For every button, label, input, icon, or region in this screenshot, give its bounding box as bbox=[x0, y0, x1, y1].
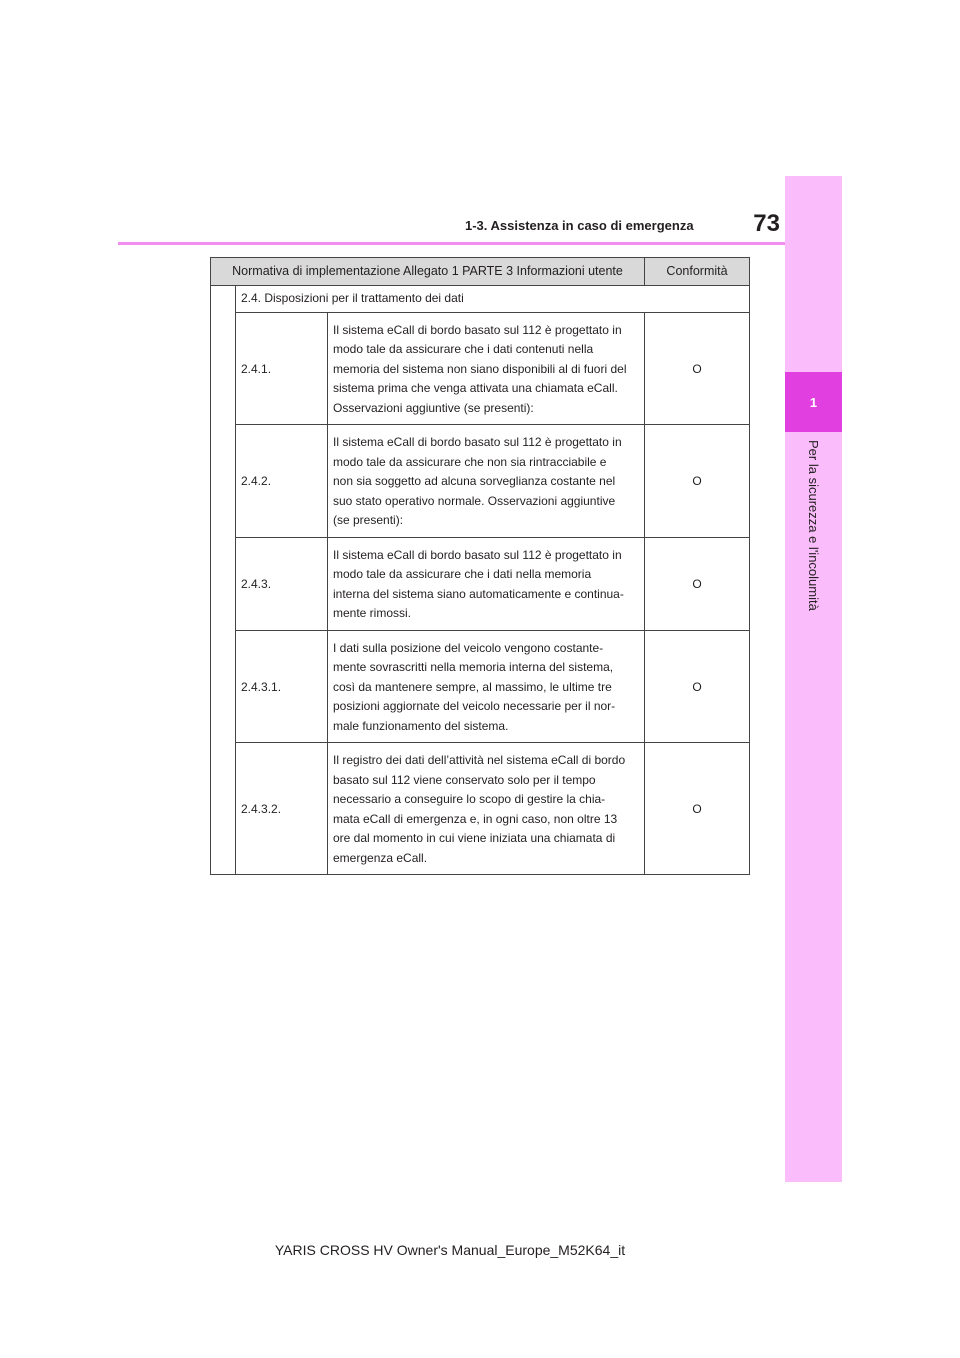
description-line: Il sistema eCall di bordo basato sul 112 è progettato in bbox=[333, 322, 622, 337]
description-line: memoria del sistema non siano disponibili al di fuori del bbox=[333, 361, 627, 376]
chapter-number: 1 bbox=[785, 372, 842, 432]
table-subheading-row bbox=[211, 286, 750, 313]
description-line: Il registro dei dati dell’attività nel sistema eCall di bordo bbox=[333, 753, 626, 767]
description-line: interna del sistema siano automaticamente e continua- bbox=[333, 586, 624, 601]
row-number-cell: 2.4.3. bbox=[236, 537, 328, 630]
row-conformity-cell: O bbox=[645, 537, 750, 630]
table-row bbox=[211, 743, 750, 875]
subheading-cell: 2.4. Disposizioni per il trattamento dei dati bbox=[236, 286, 750, 313]
row-description-cell bbox=[328, 312, 645, 425]
side-tab-label-text: Per la sicurezza e l'incolumità bbox=[806, 440, 821, 611]
description-line: modo tale da assicurare che i dati contenuti nella bbox=[333, 342, 594, 356]
row-conformity-cell: O bbox=[645, 425, 750, 538]
description-line: modo tale da assicurare che non sia rintracciabile e bbox=[333, 454, 607, 469]
description-line: Il sistema eCall di bordo basato sul 112 è progettato in bbox=[333, 435, 622, 449]
row-conformity-cell: O bbox=[645, 630, 750, 743]
description-line: suo stato operativo normale. Osservazioni aggiuntive bbox=[333, 493, 616, 508]
description-line: mente sovrascritti nella memoria interna del sistema, bbox=[333, 660, 614, 674]
table-row bbox=[211, 425, 750, 538]
table-row bbox=[211, 630, 750, 743]
table-row bbox=[211, 312, 750, 425]
description-line: mata eCall di emergenza e, in ogni caso, non oltre 13 bbox=[333, 811, 618, 826]
table-row bbox=[211, 537, 750, 630]
description-line: così da mantenere sempre, al massimo, le ultime tre bbox=[333, 679, 612, 694]
header-rule bbox=[118, 242, 785, 245]
description-line: modo tale da assicurare che i dati nella memoria bbox=[333, 567, 592, 581]
description-line: male funzionamento del sistema. bbox=[333, 718, 509, 733]
footer-text: YARIS CROSS HV Owner's Manual_Europe_M52K64_it bbox=[274, 1242, 626, 1258]
side-tab-label bbox=[785, 440, 842, 680]
description-line: Il sistema eCall di bordo basato sul 112 è progettato in bbox=[333, 547, 622, 562]
row-description-cell bbox=[328, 743, 645, 875]
description-line: basato sul 112 viene conservato solo per il tempo bbox=[333, 772, 596, 787]
table-header-row bbox=[211, 258, 750, 286]
row-description-cell bbox=[328, 537, 645, 630]
row-number-cell: 2.4.3.1. bbox=[236, 630, 328, 743]
description-line: posizioni aggiornate del veicolo necessarie per il nor- bbox=[333, 699, 616, 713]
row-number-cell: 2.4.2. bbox=[236, 425, 328, 538]
header-conformity: Conformità bbox=[645, 258, 750, 286]
row-description-cell bbox=[328, 630, 645, 743]
row-number-cell: 2.4.1. bbox=[236, 312, 328, 425]
description-line: Osservazioni aggiuntive (se presenti): bbox=[333, 400, 534, 415]
row-conformity-cell: O bbox=[645, 743, 750, 875]
header-regulation: Normativa di implementazione Allegato 1 PARTE 3 Informazioni utente bbox=[211, 258, 645, 286]
row-conformity-cell: O bbox=[645, 312, 750, 425]
description-line: necessario a conseguire lo scopo di gestire la chia- bbox=[333, 792, 606, 806]
page-number: 73 bbox=[753, 210, 780, 237]
row-number-cell: 2.4.3.2. bbox=[236, 743, 328, 875]
section-title: 1-3. Assistenza in caso di emergenza bbox=[465, 218, 694, 233]
description-line: mente rimossi. bbox=[333, 606, 412, 620]
description-line: emergenza eCall. bbox=[333, 850, 428, 865]
description-line: (se presenti): bbox=[333, 513, 404, 527]
description-line: ore dal momento in cui viene iniziata una chiamata di bbox=[333, 831, 616, 845]
compliance-table bbox=[210, 257, 750, 875]
row-description-cell bbox=[328, 425, 645, 538]
indent-cell bbox=[211, 286, 236, 875]
description-line: non sia soggetto ad alcuna sorveglianza costante nel bbox=[333, 474, 616, 488]
description-line: I dati sulla posizione del veicolo vengono costante- bbox=[333, 640, 604, 655]
description-line: sistema prima che venga attivata una chiamata eCall. bbox=[333, 381, 618, 395]
